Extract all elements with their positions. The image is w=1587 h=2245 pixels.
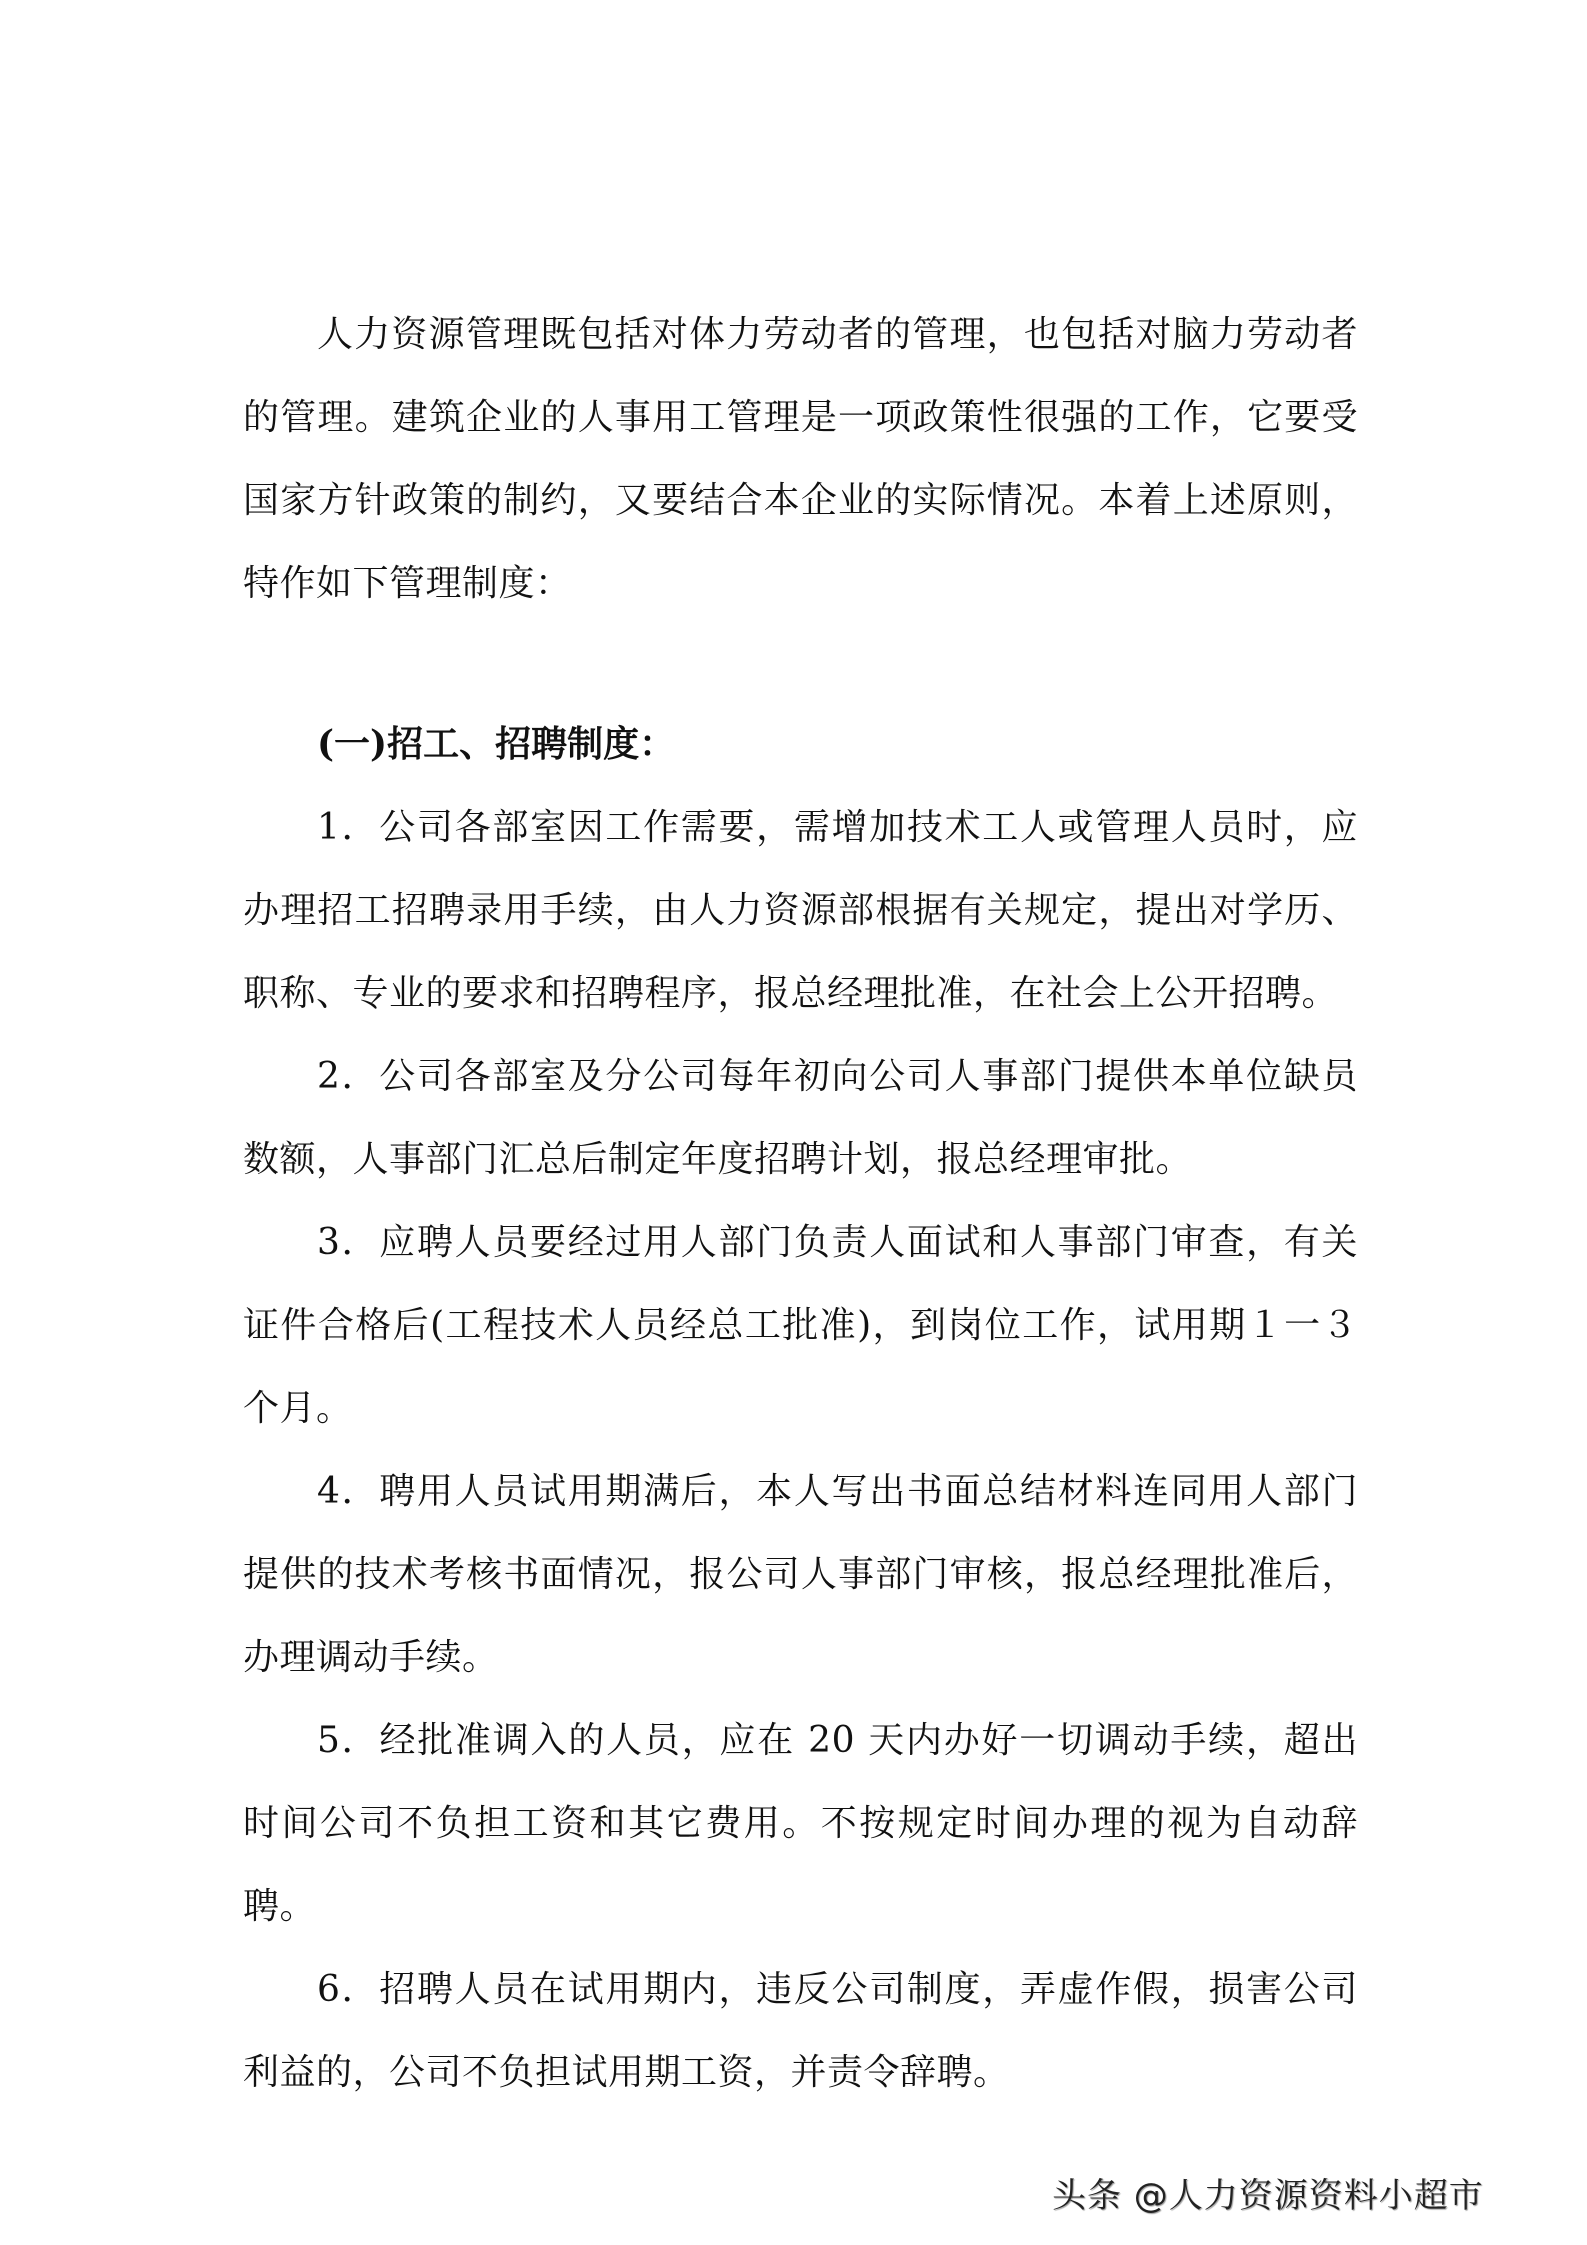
list-item-6: 6．招聘人员在试用期内，违反公司制度，弄虚作假，损害公司利益的，公司不负担试用期工资，并责令辞聘。 <box>243 1969 1358 2093</box>
list-item-1: 1．公司各部室因工作需要，需增加技术工人或管理人员时，应办理招工招聘录用手续，由人力资源部根据有关规定，提出对学历、职称、专业的要求和招聘程序，报总经理批准，在社会上公开招聘。 <box>243 807 1358 1014</box>
list-item-4: 4．聘用人员试用期满后，本人写出书面总结材料连同用人部门提供的技术考核书面情况，报公司人事部门审核，报总经理批准后，办理调动手续。 <box>243 1471 1358 1678</box>
list-item-3: 3．应聘人员要经过用人部门负责人面试和人事部门审查，有关证件合格后(工程技术人员经总工批准)，到岗位工作，试用期１一３个月。 <box>243 1222 1358 1429</box>
intro-paragraph: 人力资源管理既包括对体力劳动者的管理，也包括对脑力劳动者的管理。建筑企业的人事用工管理是一项政策性很强的工作，它要受国家方针政策的制约，又要结合本企业的实际情况。本着上述原则，特作如下管理制度： <box>243 314 1358 604</box>
document-page <box>243 293 1358 2114</box>
watermark: 头条 @人力资源资料小超市 <box>1052 2176 1484 2216</box>
section-heading: (一)招工、招聘制度： <box>317 723 676 765</box>
list-item-2: 2．公司各部室及分公司每年初向公司人事部门提供本单位缺员数额，人事部门汇总后制定年度招聘计划，报总经理审批。 <box>243 1056 1358 1180</box>
list-item-5: 5．经批准调入的人员，应在 20 天内办好一切调动手续，超出时间公司不负担工资和其它费用。不按规定时间办理的视为自动辞聘。 <box>243 1720 1358 1927</box>
